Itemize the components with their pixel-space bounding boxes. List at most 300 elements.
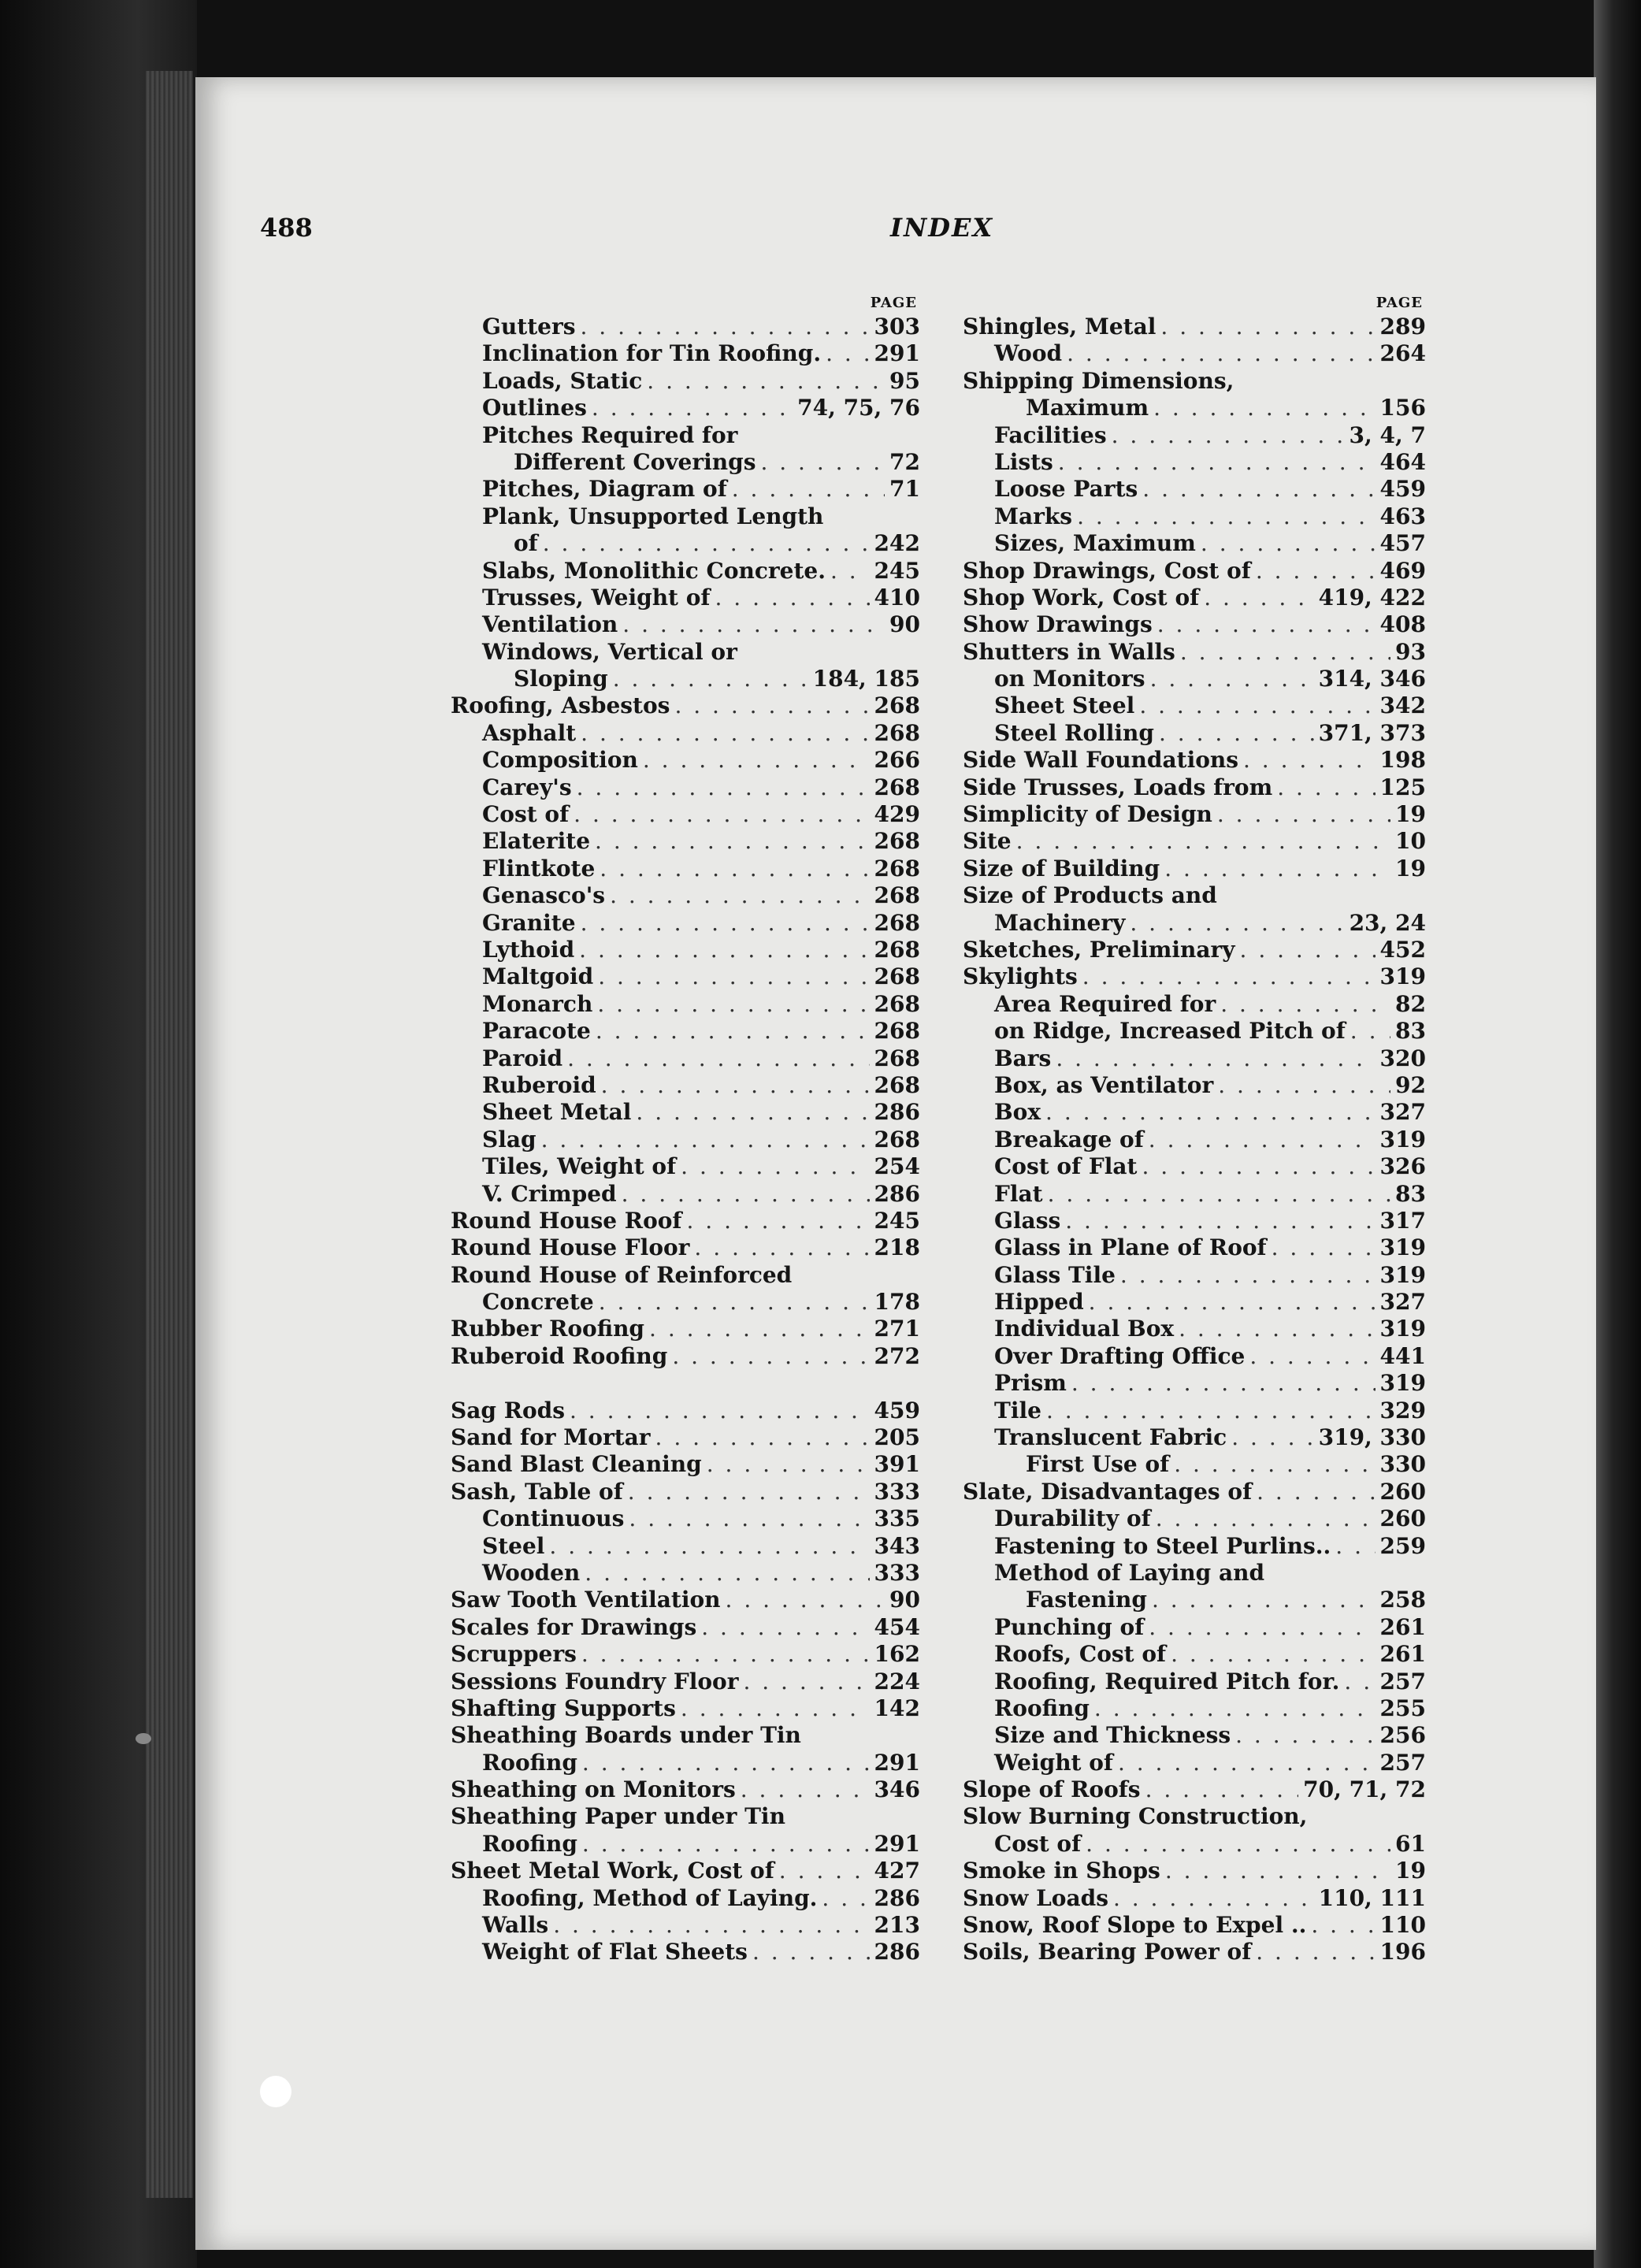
index-entry-text: Weight of xyxy=(994,1749,1113,1776)
dot-leader xyxy=(1094,1695,1376,1722)
index-entry-page: 469 xyxy=(1379,557,1426,584)
index-entry-text: Windows, Vertical or xyxy=(482,638,737,665)
index-entry-text: Slag xyxy=(482,1126,536,1153)
index-entry-page: 329 xyxy=(1379,1397,1426,1424)
index-entry xyxy=(963,422,1426,449)
index-entry xyxy=(963,666,1426,692)
dot-leader xyxy=(581,910,870,937)
dot-leader xyxy=(636,1099,869,1126)
index-entry xyxy=(451,1641,920,1668)
dot-leader xyxy=(597,991,869,1018)
index-entry-text: Roofing, Asbestos xyxy=(451,692,670,719)
index-entry-page: 286 xyxy=(874,1180,920,1207)
dot-leader xyxy=(1311,1912,1375,1939)
index-entry xyxy=(451,1072,920,1099)
dot-leader xyxy=(1130,910,1344,937)
dot-leader xyxy=(694,1234,869,1261)
index-entry-page: 261 xyxy=(1379,1613,1426,1640)
index-entry xyxy=(963,1505,1426,1532)
index-entry-text: Round House of Reinforced xyxy=(451,1261,793,1288)
index-entry-page: 419, 422 xyxy=(1318,584,1426,611)
index-entry-text: Punching of xyxy=(994,1613,1145,1640)
index-entry xyxy=(963,1072,1426,1099)
index-entry-text: Roofs, Cost of xyxy=(994,1641,1167,1668)
index-entry-page: 61 xyxy=(1395,1830,1426,1857)
index-entry xyxy=(451,1912,920,1939)
index-entry-page: 260 xyxy=(1379,1505,1426,1532)
index-entry-text: Sash, Table of xyxy=(451,1478,623,1505)
index-entry-text: Sheathing Boards under Tin xyxy=(451,1722,801,1749)
dot-leader xyxy=(681,1153,869,1180)
index-entry xyxy=(963,937,1426,963)
index-entry xyxy=(963,1316,1426,1342)
index-entry-text: Shipping Dimensions, xyxy=(963,367,1234,394)
dot-leader xyxy=(1112,422,1345,449)
dot-leader xyxy=(622,1181,870,1208)
index-entry xyxy=(451,449,920,476)
index-entry xyxy=(963,1912,1426,1939)
index-entry xyxy=(963,558,1426,585)
index-entry-page: 410 xyxy=(874,584,920,611)
index-entry xyxy=(451,1587,920,1613)
dot-leader xyxy=(1149,1127,1376,1153)
page-column-label: PAGE xyxy=(870,295,917,311)
dot-leader xyxy=(1272,1234,1376,1261)
index-entry xyxy=(451,639,920,666)
dot-leader xyxy=(579,937,869,963)
index-entry-page: 319 xyxy=(1379,963,1426,990)
index-entry-page: 205 xyxy=(874,1424,920,1451)
index-entry-text: Round House Roof xyxy=(451,1207,682,1234)
index-entry xyxy=(451,1939,920,1965)
index-entry-text: Size and Thickness xyxy=(994,1722,1231,1749)
index-entry xyxy=(963,611,1426,638)
index-entry xyxy=(451,1153,920,1180)
dot-leader xyxy=(1086,1831,1390,1858)
index-entry xyxy=(451,882,920,909)
index-entry xyxy=(451,720,920,747)
index-entry-page: 256 xyxy=(1379,1722,1426,1749)
dot-leader xyxy=(779,1858,870,1884)
index-entry-text: Continuous xyxy=(482,1505,625,1532)
dot-leader xyxy=(672,1343,869,1370)
dot-leader xyxy=(1152,1587,1376,1613)
index-entry-page: 268 xyxy=(874,963,920,990)
index-entry-page: 142 xyxy=(874,1695,920,1721)
index-entry xyxy=(963,1479,1426,1505)
index-entry xyxy=(963,314,1426,340)
index-entry-text: Slope of Roofs xyxy=(963,1776,1141,1803)
index-entry xyxy=(963,1289,1426,1316)
index-entry-page: 93 xyxy=(1395,638,1426,665)
index-entry-text: Scales for Drawings xyxy=(451,1613,697,1640)
dot-leader xyxy=(1256,1939,1375,1965)
index-entry-text: Sizes, Maximum xyxy=(994,530,1196,557)
index-entry-page: 452 xyxy=(1379,936,1426,963)
index-entry-page: 23, 24 xyxy=(1349,909,1426,936)
index-entry-page: 184, 185 xyxy=(812,666,920,692)
dot-leader xyxy=(1180,639,1390,666)
index-entry-page: 224 xyxy=(874,1668,920,1695)
index-entry-page: 291 xyxy=(874,1830,920,1857)
index-entry-text: Roofing xyxy=(482,1749,577,1776)
index-entry-page: 268 xyxy=(874,990,920,1017)
index-entry xyxy=(963,395,1426,421)
index-entry xyxy=(963,774,1426,801)
dot-leader xyxy=(647,368,885,395)
index-entry-text: Side Trusses, Loads from xyxy=(963,774,1273,800)
index-entry-text: Facilities xyxy=(994,421,1107,448)
index-entry-page: 95 xyxy=(889,367,920,394)
index-entry-page: 319, 330 xyxy=(1318,1424,1426,1451)
index-entry xyxy=(451,1208,920,1234)
index-entry-text: First Use of xyxy=(1026,1451,1170,1478)
index-entry xyxy=(963,1234,1426,1261)
index-entry-page: 335 xyxy=(874,1505,920,1532)
index-entry-text: Side Wall Foundations xyxy=(963,747,1238,774)
index-entry-text: Paroid xyxy=(482,1045,563,1071)
index-entry-page: 10 xyxy=(1395,828,1426,855)
index-entry-page: 459 xyxy=(874,1397,920,1424)
index-entry xyxy=(451,611,920,638)
dot-leader xyxy=(577,774,870,801)
paper-speck xyxy=(136,1733,151,1744)
index-entry-text: Simplicity of Design xyxy=(963,801,1212,828)
index-entry-page: 254 xyxy=(874,1153,920,1180)
dot-leader xyxy=(570,1398,870,1424)
index-entry xyxy=(963,1451,1426,1478)
index-entry-page: 268 xyxy=(874,936,920,963)
index-entry xyxy=(963,1803,1426,1830)
index-entry xyxy=(451,476,920,503)
index-entry xyxy=(963,1858,1426,1884)
index-entry xyxy=(451,963,920,990)
dot-leader xyxy=(601,1072,870,1099)
index-entry xyxy=(963,340,1426,367)
index-entry-text: Ruberoid Roofing xyxy=(451,1342,668,1369)
index-entry xyxy=(451,1234,920,1261)
index-entry xyxy=(963,530,1426,557)
index-entry-text: Walls xyxy=(482,1912,549,1939)
dot-leader xyxy=(726,1587,885,1613)
dot-leader xyxy=(1145,1776,1299,1803)
dot-leader xyxy=(549,1533,869,1560)
index-entry-text: Over Drafting Office xyxy=(994,1342,1246,1369)
index-entry xyxy=(963,1722,1426,1749)
dot-leader xyxy=(1065,1208,1375,1234)
index-entry xyxy=(963,1127,1426,1153)
index-entry-text: Cost of xyxy=(482,801,570,828)
index-entry xyxy=(451,856,920,882)
dot-leader xyxy=(760,449,885,476)
index-entry xyxy=(963,1208,1426,1234)
index-entry-page: 3, 4, 7 xyxy=(1349,421,1426,448)
dot-leader xyxy=(1071,1370,1376,1397)
index-entry xyxy=(963,1424,1426,1451)
index-entry-page: 391 xyxy=(874,1451,920,1478)
index-entry-text: Weight of Flat Sheets xyxy=(482,1939,748,1965)
index-entry xyxy=(451,692,920,719)
index-entry xyxy=(963,368,1426,395)
index-entry-page: 319 xyxy=(1379,1126,1426,1153)
dot-leader xyxy=(1118,1750,1376,1776)
index-entry xyxy=(963,476,1426,503)
index-entry xyxy=(963,1641,1426,1668)
index-entry-text: Site xyxy=(963,828,1012,855)
index-entry xyxy=(963,1885,1426,1912)
index-entry-text: Shafting Supports xyxy=(451,1695,676,1721)
dot-leader xyxy=(830,558,870,585)
index-entry-text: on Monitors xyxy=(994,666,1145,692)
dot-leader xyxy=(1153,395,1375,421)
index-entry-page: 327 xyxy=(1379,1099,1426,1126)
index-entry-text: Smoke in Shops xyxy=(963,1858,1160,1884)
dot-leader xyxy=(1164,856,1390,882)
dot-leader xyxy=(1335,1533,1375,1560)
dot-leader xyxy=(1201,530,1376,557)
index-entry-text: Area Required for xyxy=(994,990,1216,1017)
index-entry-text: Sheet Metal Work, Cost of xyxy=(451,1858,774,1884)
index-entry-page: 257 xyxy=(1379,1749,1426,1776)
dot-leader xyxy=(1056,1045,1375,1072)
dot-leader xyxy=(743,1669,869,1695)
index-entry-text: Ventilation xyxy=(482,611,618,638)
index-entry-text: Glass Tile xyxy=(994,1261,1116,1288)
index-entry-page: 178 xyxy=(874,1289,920,1316)
index-entry xyxy=(451,1018,920,1045)
index-entry-text: Ruberoid xyxy=(482,1071,596,1098)
dot-leader xyxy=(1240,937,1376,963)
index-entry-text: Lists xyxy=(994,448,1053,475)
dot-leader xyxy=(595,828,870,855)
index-entry-text: Pitches, Diagram of xyxy=(482,476,727,503)
index-entry xyxy=(451,1181,920,1208)
index-entry-text: Glass in Plane of Roof xyxy=(994,1234,1267,1261)
index-entry-text: Loose Parts xyxy=(994,476,1138,503)
dot-leader xyxy=(1179,1316,1375,1342)
index-entry-text: Different Coverings xyxy=(514,448,756,475)
index-entry-page: 70, 71, 72 xyxy=(1303,1776,1426,1803)
dot-leader xyxy=(1016,828,1390,855)
dot-leader xyxy=(1235,1722,1375,1749)
index-entry-page: 266 xyxy=(874,747,920,774)
index-entry-text: Wooden xyxy=(482,1559,581,1586)
dot-leader xyxy=(752,1939,870,1965)
index-entry-text: Elaterite xyxy=(482,828,591,855)
dot-leader xyxy=(1217,801,1390,828)
index-entry-page: 346 xyxy=(874,1776,920,1803)
index-entry-text: Sheet Metal xyxy=(482,1099,632,1126)
dot-leader xyxy=(567,1045,869,1072)
index-entry-page: 343 xyxy=(874,1532,920,1559)
index-entry-text: Pitches Required for xyxy=(482,421,738,448)
dot-leader xyxy=(681,1695,870,1722)
index-entry-text: Trusses, Weight of xyxy=(482,584,711,611)
index-column-right xyxy=(963,293,1426,1966)
dot-leader xyxy=(1113,1885,1314,1912)
index-entry-page: 463 xyxy=(1379,503,1426,529)
page-title: INDEX xyxy=(890,213,994,243)
index-entry-page: 83 xyxy=(1395,1018,1426,1045)
index-entry xyxy=(963,1533,1426,1560)
dot-leader xyxy=(1048,1181,1390,1208)
dot-leader xyxy=(1156,1505,1376,1532)
index-entry xyxy=(451,1127,920,1153)
dot-leader xyxy=(822,1885,869,1912)
index-entry-page: 319 xyxy=(1379,1234,1426,1261)
index-entry xyxy=(451,1722,920,1749)
index-entry-page: 427 xyxy=(874,1858,920,1884)
dot-leader xyxy=(1257,1479,1375,1505)
index-entry-text: Slate, Disadvantages of xyxy=(963,1478,1253,1505)
index-entry-page: 319 xyxy=(1379,1370,1426,1397)
dot-leader xyxy=(1220,991,1390,1018)
index-entry-text: Individual Box xyxy=(994,1316,1175,1342)
index-entry-text: Granite xyxy=(482,909,576,936)
index-entry xyxy=(451,340,920,367)
dot-leader xyxy=(715,585,869,611)
index-entry-text: Marks xyxy=(994,503,1073,529)
index-entry xyxy=(451,991,920,1018)
dot-leader xyxy=(1344,1669,1375,1695)
index-entry xyxy=(963,910,1426,937)
index-entry-page: 125 xyxy=(1379,774,1426,800)
index-entry-text: Cost of Flat xyxy=(994,1153,1138,1180)
index-entry-text: Roofing, Method of Laying. xyxy=(482,1884,818,1911)
index-entry-page: 268 xyxy=(874,719,920,746)
index-entry xyxy=(963,1587,1426,1613)
index-entry-page: 268 xyxy=(874,1045,920,1071)
dot-leader xyxy=(1256,558,1376,585)
dot-leader xyxy=(613,666,808,692)
dot-leader xyxy=(600,856,869,882)
index-entry xyxy=(963,1669,1426,1695)
dot-leader xyxy=(649,1316,870,1342)
index-entry-page: 319 xyxy=(1379,1316,1426,1342)
index-entry-page: 320 xyxy=(1379,1045,1426,1071)
index-entry-page: 268 xyxy=(874,1018,920,1045)
index-entry-page: 268 xyxy=(874,1126,920,1153)
index-entry-page: 317 xyxy=(1379,1207,1426,1234)
dot-leader xyxy=(1067,340,1375,367)
blank-line xyxy=(451,1370,920,1397)
index-entry-text: Sloping xyxy=(514,666,608,692)
index-entry xyxy=(451,1803,920,1830)
index-entry-text: Steel xyxy=(482,1532,545,1559)
index-entry-page: 286 xyxy=(874,1884,920,1911)
index-entry-page: 255 xyxy=(1379,1695,1426,1721)
index-entry xyxy=(451,666,920,692)
paper-speck xyxy=(260,2076,291,2107)
index-entry xyxy=(963,1695,1426,1722)
index-entry xyxy=(451,395,920,421)
index-entry-page: 291 xyxy=(874,1749,920,1776)
index-entry-text: Plank, Unsupported Length xyxy=(482,503,824,529)
index-entry-page: 19 xyxy=(1395,1858,1426,1884)
index-entry-text: Sessions Foundry Floor xyxy=(451,1668,739,1695)
index-entry-text: Flat xyxy=(994,1180,1043,1207)
dot-leader xyxy=(574,801,869,828)
index-entry xyxy=(451,828,920,855)
index-entry-page: 454 xyxy=(874,1613,920,1640)
dot-leader xyxy=(1157,611,1376,638)
index-entry-page: 261 xyxy=(1379,1641,1426,1668)
index-entry-text: Round House Floor xyxy=(451,1234,690,1261)
index-entry xyxy=(963,1262,1426,1289)
dot-leader xyxy=(1165,1858,1390,1884)
index-entry xyxy=(963,1018,1426,1045)
index-entry xyxy=(451,1398,920,1424)
index-entry-text: Bars xyxy=(994,1045,1052,1071)
index-entry-text: Asphalt xyxy=(482,719,577,746)
dot-leader xyxy=(1046,1398,1376,1424)
index-entry xyxy=(451,1858,920,1884)
index-entry-page: 19 xyxy=(1395,855,1426,882)
index-entry-page: 371, 373 xyxy=(1318,719,1426,746)
index-entry xyxy=(963,1370,1426,1397)
index-entry-page: 268 xyxy=(874,909,920,936)
index-entry-page: 259 xyxy=(1379,1532,1426,1559)
index-entry-text: Snow, Roof Slope to Expel .. xyxy=(963,1912,1307,1939)
dot-leader xyxy=(1159,720,1314,747)
dot-leader xyxy=(1249,1343,1375,1370)
index-entry xyxy=(963,1614,1426,1641)
index-entry-text: Sand Blast Cleaning xyxy=(451,1451,702,1478)
index-entry-page: 268 xyxy=(874,774,920,800)
index-entry-text: Shutters in Walls xyxy=(963,638,1175,665)
index-entry xyxy=(963,828,1426,855)
index-entry xyxy=(963,449,1426,476)
index-entry xyxy=(451,747,920,774)
index-entry xyxy=(451,558,920,585)
index-entry xyxy=(963,1776,1426,1803)
dot-leader xyxy=(1139,692,1375,719)
dot-leader xyxy=(1150,666,1314,692)
index-entry xyxy=(451,801,920,828)
index-entry-text: Box, as Ventilator xyxy=(994,1071,1214,1098)
index-entry-text: of xyxy=(514,530,538,557)
dot-leader xyxy=(1077,503,1375,530)
dot-leader xyxy=(1082,963,1376,990)
index-entry-text: Sketches, Preliminary xyxy=(963,936,1235,963)
index-entry-page: 156 xyxy=(1379,395,1426,421)
dot-leader xyxy=(1160,314,1375,340)
index-entry xyxy=(963,720,1426,747)
index-entry xyxy=(963,1153,1426,1180)
index-entry xyxy=(963,882,1426,909)
index-entry-text: Saw Tooth Ventilation xyxy=(451,1587,721,1613)
dot-leader xyxy=(553,1912,869,1939)
index-entry-page: 196 xyxy=(1379,1939,1426,1965)
index-entry-text: Soils, Bearing Power of xyxy=(963,1939,1252,1965)
dot-leader xyxy=(582,1750,870,1776)
index-entry-text: Size of Building xyxy=(963,855,1160,882)
index-entry xyxy=(451,1750,920,1776)
index-entry-text: Fastening to Steel Purlins.. xyxy=(994,1532,1331,1559)
index-entry-text: Sag Rods xyxy=(451,1397,565,1424)
index-entry-page: 83 xyxy=(1395,1180,1426,1207)
index-entry xyxy=(451,1045,920,1072)
index-entry-text: Cost of xyxy=(994,1830,1082,1857)
index-entry-text: Translucent Fabric xyxy=(994,1424,1227,1451)
index-entry xyxy=(451,1885,920,1912)
dot-leader xyxy=(610,882,869,909)
dot-leader xyxy=(1142,1153,1375,1180)
page-column-label: PAGE xyxy=(1376,295,1423,311)
index-entry-text: Sand for Mortar xyxy=(451,1424,651,1451)
dot-leader xyxy=(1231,1424,1313,1451)
index-entry-text: Wood xyxy=(994,340,1063,367)
